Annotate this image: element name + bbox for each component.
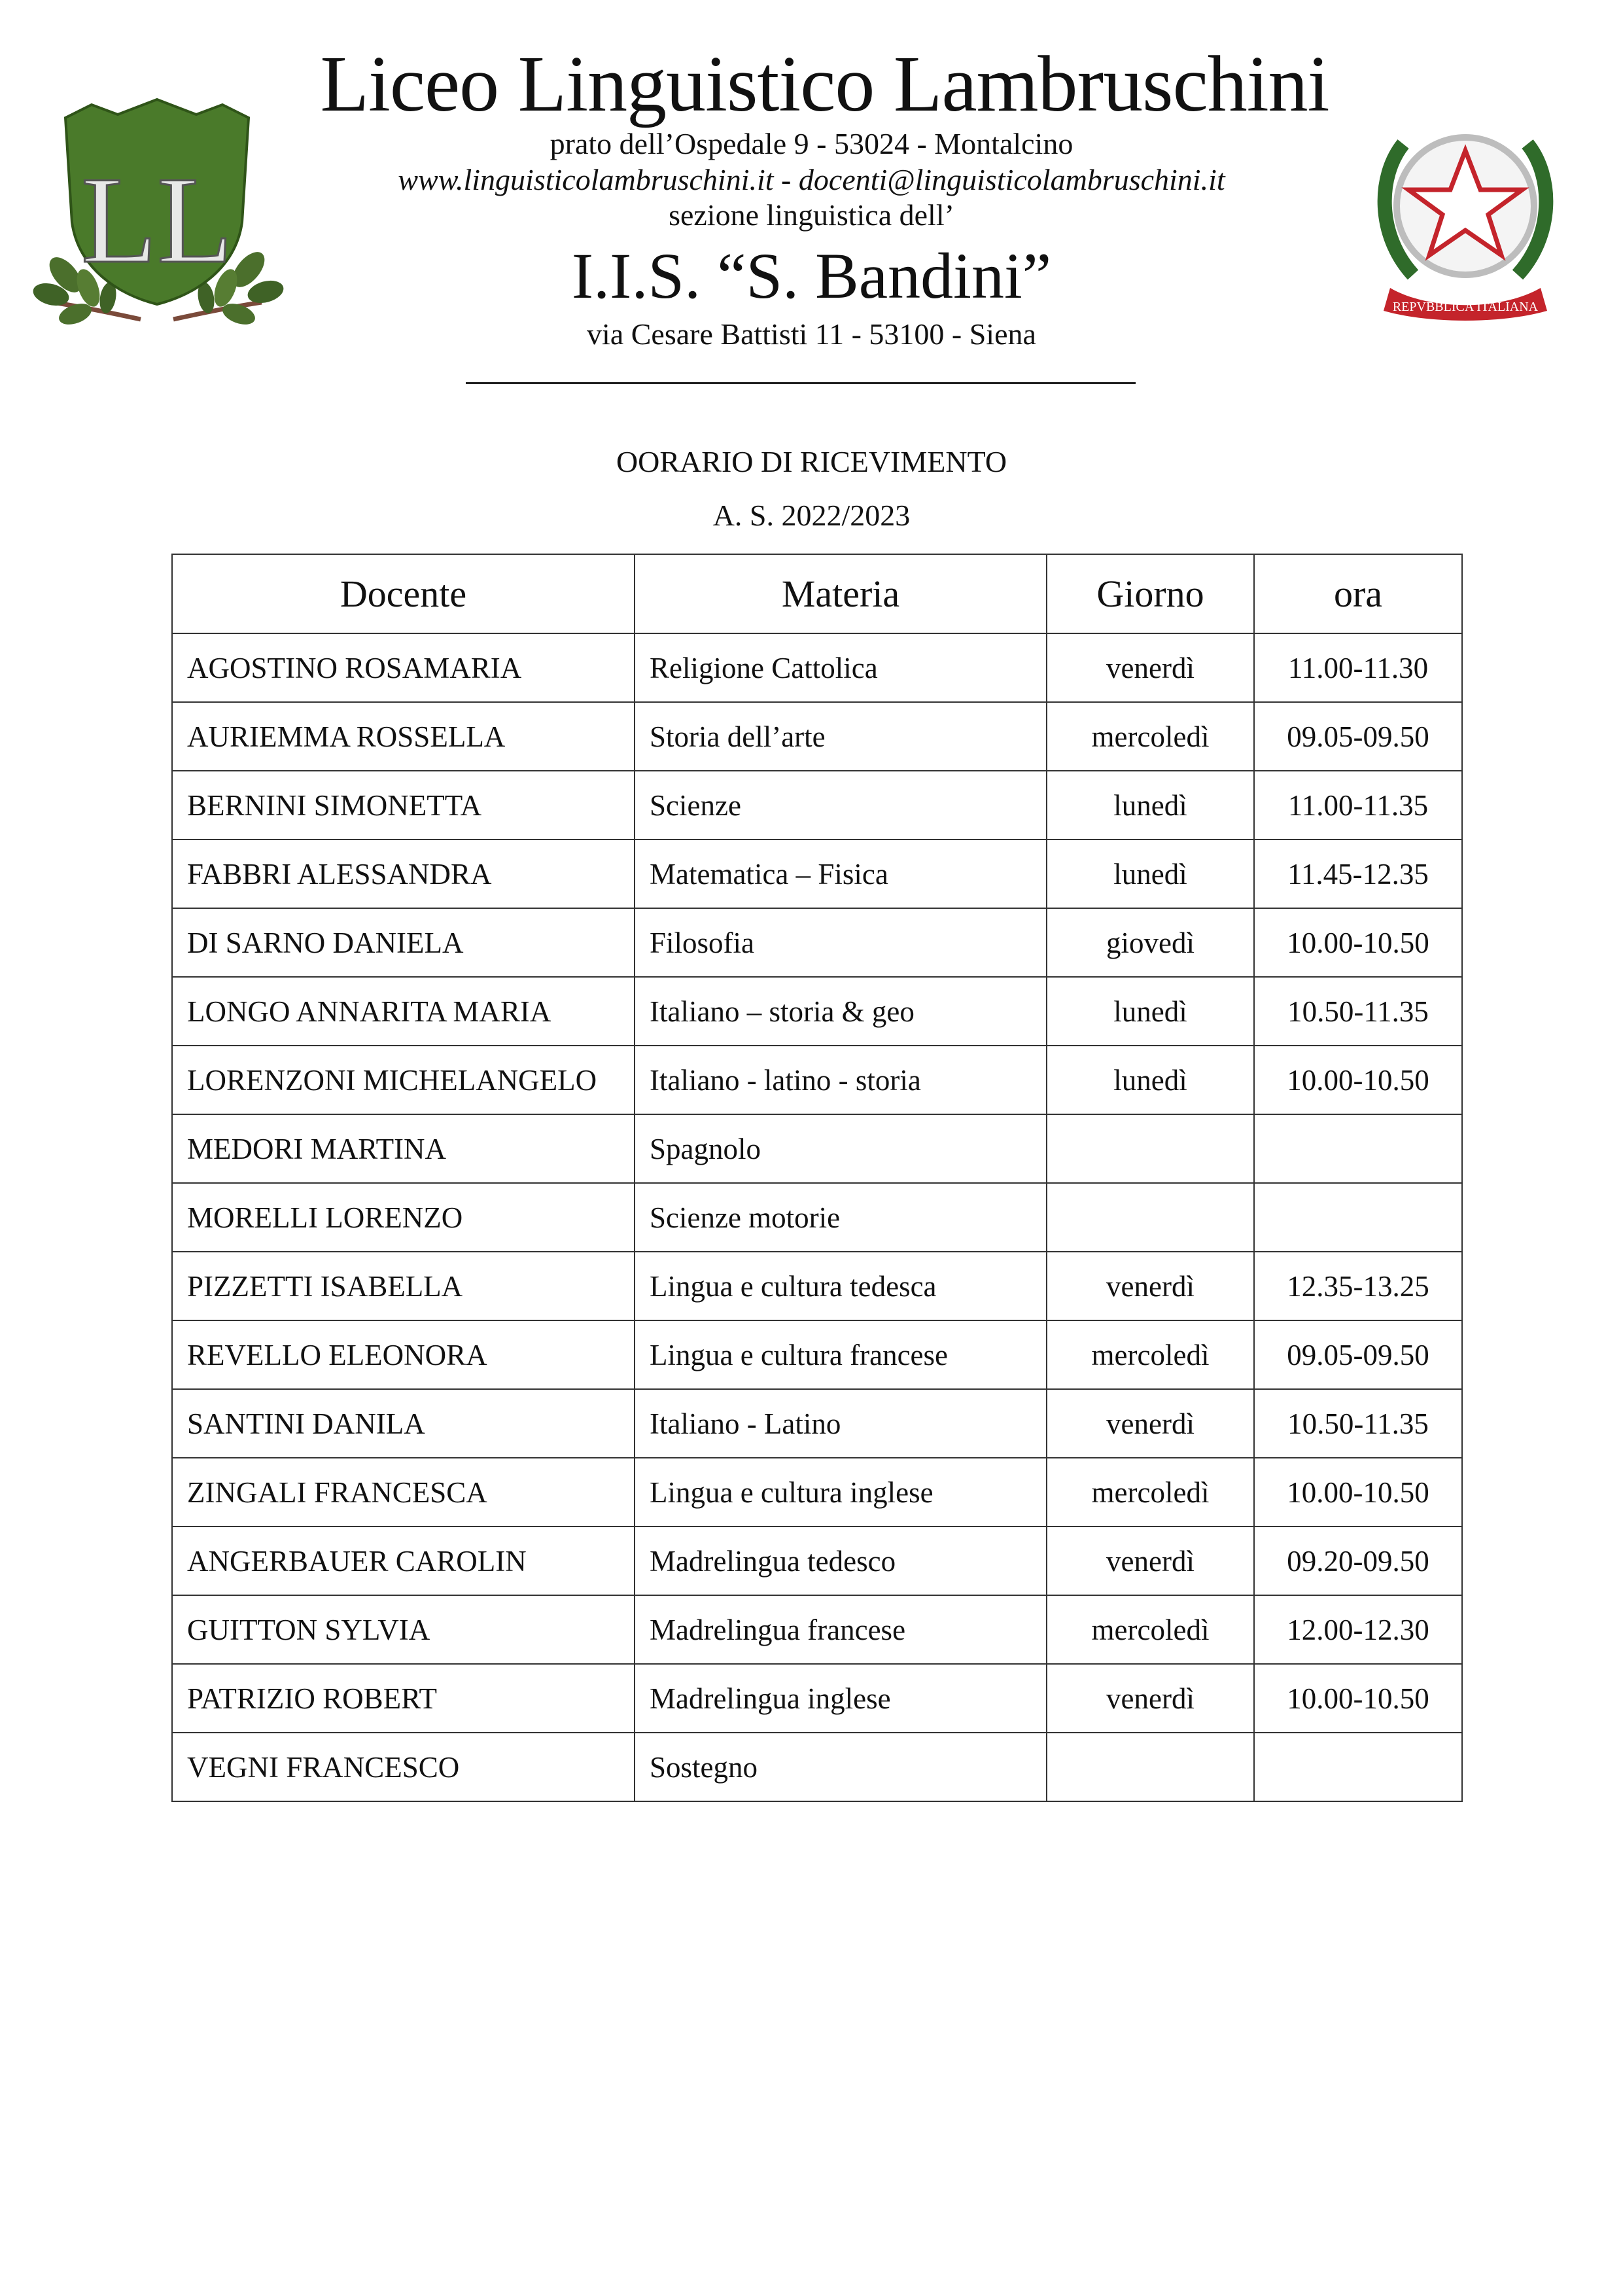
cell-ora: 10.00-10.50 — [1254, 1664, 1462, 1733]
table-header-row — [172, 554, 1462, 633]
cell-giorno: lunedì — [1047, 771, 1254, 839]
cell-docente: LONGO ANNARITA MARIA — [172, 977, 635, 1046]
cell-docente: DI SARNO DANIELA — [172, 908, 635, 977]
cell-giorno: mercoledì — [1047, 702, 1254, 771]
shield-monogram: LL — [80, 152, 234, 289]
cell-materia: Religione Cattolica — [635, 633, 1047, 702]
table-row — [172, 1183, 1462, 1252]
cell-giorno: mercoledì — [1047, 1320, 1254, 1389]
cell-giorno — [1047, 1114, 1254, 1183]
cell-ora: 11.45-12.35 — [1254, 839, 1462, 908]
cell-materia: Filosofia — [635, 908, 1047, 977]
cell-materia: Italiano - latino - storia — [635, 1046, 1047, 1114]
cell-materia: Italiano – storia & geo — [635, 977, 1047, 1046]
cell-docente: MORELLI LORENZO — [172, 1183, 635, 1252]
cell-docente: AURIEMMA ROSSELLA — [172, 702, 635, 771]
institute-name: I.I.S. “S. Bandini” — [571, 239, 1052, 312]
emblem-ribbon-text: REPVBBLICA ITALIANA — [1392, 300, 1539, 314]
cell-ora: 12.35-13.25 — [1254, 1252, 1462, 1320]
cell-docente: PIZZETTI ISABELLA — [172, 1252, 635, 1320]
cell-giorno — [1047, 1733, 1254, 1801]
table-row — [172, 1527, 1462, 1595]
table-row — [172, 1320, 1462, 1389]
cell-ora — [1254, 1183, 1462, 1252]
table-row — [172, 702, 1462, 771]
table-row — [172, 1733, 1462, 1801]
document-title: OORARIO DI RICEVIMENTO — [616, 445, 1007, 478]
cell-ora: 09.05-09.50 — [1254, 1320, 1462, 1389]
cell-materia: Madrelingua tedesco — [635, 1527, 1047, 1595]
cell-ora: 10.50-11.35 — [1254, 977, 1462, 1046]
column-header-ora: ora — [1254, 554, 1462, 633]
cell-giorno: lunedì — [1047, 1046, 1254, 1114]
table-row — [172, 908, 1462, 977]
cell-materia: Spagnolo — [635, 1114, 1047, 1183]
cell-giorno: mercoledì — [1047, 1458, 1254, 1527]
cell-giorno: venerdì — [1047, 633, 1254, 702]
table-row — [172, 1389, 1462, 1458]
cell-giorno: lunedì — [1047, 977, 1254, 1046]
cell-giorno: venerdì — [1047, 1664, 1254, 1733]
school-address: prato dell’Ospedale 9 - 53024 - Montalcino — [550, 127, 1073, 160]
cell-materia: Lingua e cultura inglese — [635, 1458, 1047, 1527]
cell-giorno: giovedì — [1047, 908, 1254, 977]
cell-giorno: mercoledì — [1047, 1595, 1254, 1664]
table-row — [172, 633, 1462, 702]
cell-docente: ANGERBAUER CAROLIN — [172, 1527, 635, 1595]
cell-giorno: venerdì — [1047, 1252, 1254, 1320]
cell-giorno — [1047, 1183, 1254, 1252]
cell-materia: Matematica – Fisica — [635, 839, 1047, 908]
cell-materia: Scienze motorie — [635, 1183, 1047, 1252]
cell-giorno: venerdì — [1047, 1389, 1254, 1458]
cell-materia: Lingua e cultura francese — [635, 1320, 1047, 1389]
cell-materia: Italiano - Latino — [635, 1389, 1047, 1458]
cell-docente: PATRIZIO ROBERT — [172, 1664, 635, 1733]
table-row — [172, 1595, 1462, 1664]
table-row — [172, 771, 1462, 839]
table-row — [172, 1458, 1462, 1527]
cell-docente: FABBRI ALESSANDRA — [172, 839, 635, 908]
reception-schedule-table — [171, 554, 1463, 1802]
cell-ora: 09.20-09.50 — [1254, 1527, 1462, 1595]
cell-docente: AGOSTINO ROSAMARIA — [172, 633, 635, 702]
column-header-materia: Materia — [635, 554, 1047, 633]
cell-materia: Madrelingua francese — [635, 1595, 1047, 1664]
table-row — [172, 1114, 1462, 1183]
cell-ora — [1254, 1114, 1462, 1183]
table-row — [172, 977, 1462, 1046]
table-row — [172, 839, 1462, 908]
table-row — [172, 1664, 1462, 1733]
cell-ora: 12.00-12.30 — [1254, 1595, 1462, 1664]
cell-ora: 11.00-11.35 — [1254, 771, 1462, 839]
cell-materia: Storia dell’arte — [635, 702, 1047, 771]
cell-ora: 10.50-11.35 — [1254, 1389, 1462, 1458]
table-row — [172, 1252, 1462, 1320]
cell-docente: ZINGALI FRANCESCA — [172, 1458, 635, 1527]
header-divider — [466, 382, 1136, 384]
school-web-email: www.linguisticolambruschini.it - docenti@linguisticolambruschini.it — [398, 163, 1225, 196]
cell-ora: 11.00-11.30 — [1254, 633, 1462, 702]
cell-docente: BERNINI SIMONETTA — [172, 771, 635, 839]
cell-ora: 10.00-10.50 — [1254, 1046, 1462, 1114]
cell-docente: MEDORI MARTINA — [172, 1114, 635, 1183]
cell-giorno: lunedì — [1047, 839, 1254, 908]
table-row — [172, 1046, 1462, 1114]
column-header-giorno: Giorno — [1047, 554, 1254, 633]
cell-docente: VEGNI FRANCESCO — [172, 1733, 635, 1801]
cell-materia: Madrelingua inglese — [635, 1664, 1047, 1733]
section-line: sezione linguistica dell’ — [669, 198, 954, 232]
cell-docente: LORENZONI MICHELANGELO — [172, 1046, 635, 1114]
cell-ora: 09.05-09.50 — [1254, 702, 1462, 771]
cell-giorno: venerdì — [1047, 1527, 1254, 1595]
cell-materia: Lingua e cultura tedesca — [635, 1252, 1047, 1320]
cell-materia: Sostegno — [635, 1733, 1047, 1801]
school-name: Liceo Linguistico Lambruschini — [320, 40, 1329, 128]
school-year: A. S. 2022/2023 — [712, 499, 911, 532]
cell-materia: Scienze — [635, 771, 1047, 839]
cell-docente: SANTINI DANILA — [172, 1389, 635, 1458]
cell-docente: REVELLO ELEONORA — [172, 1320, 635, 1389]
cell-ora: 10.00-10.50 — [1254, 1458, 1462, 1527]
cell-docente: GUITTON SYLVIA — [172, 1595, 635, 1664]
cell-ora — [1254, 1733, 1462, 1801]
institute-address: via Cesare Battisti 11 - 53100 - Siena — [587, 317, 1036, 351]
cell-ora: 10.00-10.50 — [1254, 908, 1462, 977]
column-header-docente: Docente — [172, 554, 635, 633]
